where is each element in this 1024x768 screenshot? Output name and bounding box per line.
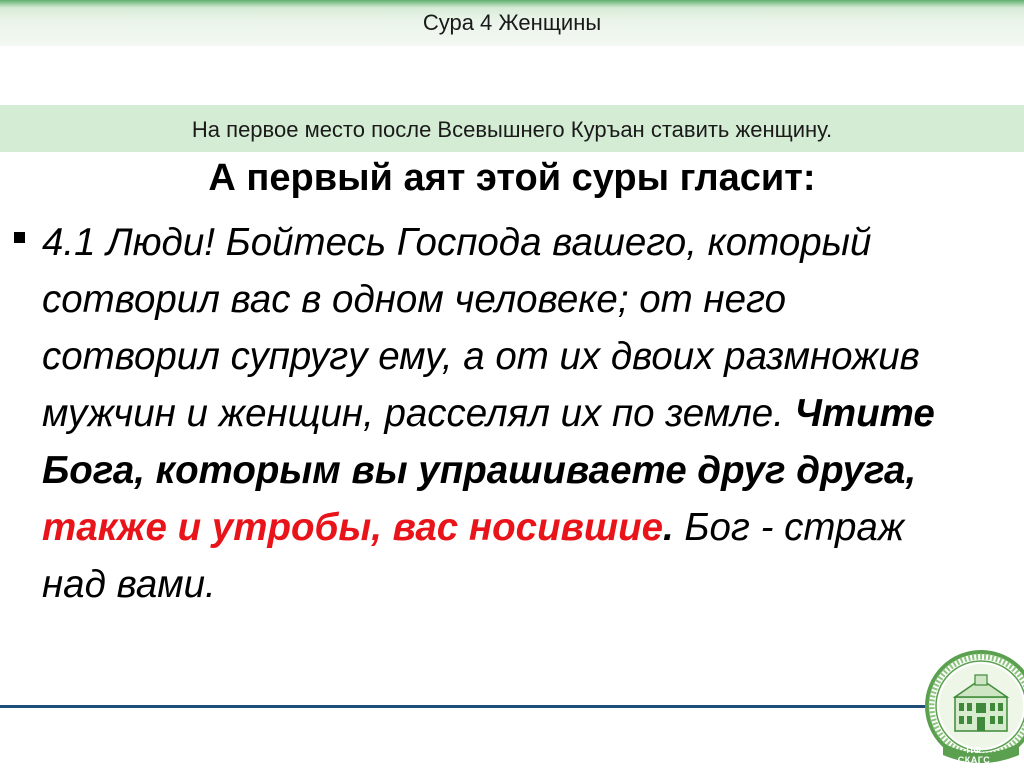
main-heading: А первый аят этой суры гласит:	[208, 157, 816, 199]
header-band	[0, 0, 1024, 46]
ayah-text-highlight: также и утробы, вас носившие	[42, 506, 664, 549]
bullet-square-icon	[14, 232, 25, 243]
footer-divider	[0, 705, 925, 708]
ayah-text	[42, 214, 962, 613]
slide-subtitle: На первое место после Всевышнего Куръан ставить женщину.	[191, 117, 833, 142]
slide-header-title: Сура 4 Женщины	[422, 10, 602, 35]
ayah-text-ending: Бог - страж над вами.	[42, 506, 905, 606]
ayah-text-plain: 4.1 Люди! Бойтесь Господа вашего, который сотворил вас в одном человеке; от него сотворил супругу ему, а от их двоих размножив мужчин и женщин, расселял их по земле.	[42, 221, 920, 435]
logo-caption: ПФ СКАГС	[957, 745, 991, 765]
ayah-text-bold: Чтите Бога, которым вы упрашиваете друг друга,	[42, 392, 935, 492]
ayah-text-period: .	[663, 506, 674, 549]
subtitle-band	[0, 105, 1024, 152]
